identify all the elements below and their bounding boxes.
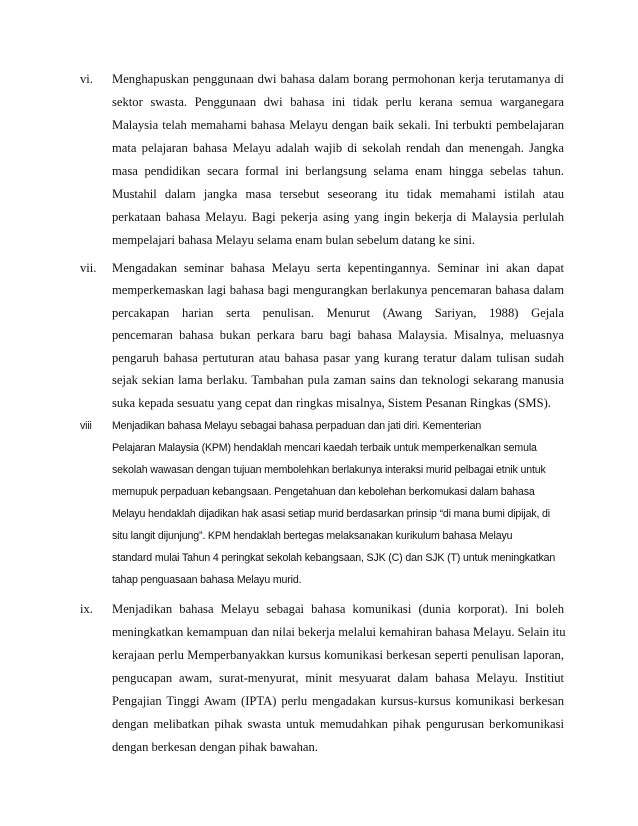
list-marker: viii (80, 420, 92, 432)
text-line: standard mulai Tahun 4 peringkat sekolah kebangsaan, SJK (C) dan SJK (T) untuk meningkatkan (112, 552, 556, 564)
text-line: kerajaan perlu Memperbanyakkan kursus komunikasi berkesan seperti penulisan laporan, (112, 648, 564, 662)
text-line: pengucapan awam, surat-menyurat, minit mesyuarat dalam bahasa Melayu. Institiut (112, 671, 564, 685)
text-line: sejak sekian lama berlaku. Tambahan pula zaman sains dan teknologi sekarang manusia (112, 373, 564, 387)
text-line: masa pendidikan secara formal ini berlangsung selama enam hingga sebelas tahun. (112, 164, 564, 178)
text-line: pencemaran bahasa bukan perkara baru bagi bahasa Malaysia. Misalnya, meluasnya (112, 328, 564, 342)
text-line: Mengadakan seminar bahasa Melayu serta kepentingannya. Seminar ini akan dapat (112, 261, 564, 275)
text-line: meningkatkan kemampuan dan nilai bekerja melalui kemahiran bahasa Melayu. Selain itu (112, 625, 566, 639)
list-marker: ix. (80, 602, 93, 616)
text-line: memupuk perpaduan kebangsaan. Pengetahuan dan kebolehan berkomukasi dalam bahasa (112, 486, 535, 498)
text-line: memperkemaskan lagi bahasa bagi mengurangkan berlakunya pencemaran bahasa dalam (112, 283, 564, 297)
text-line: mata pelajaran bahasa Melayu adalah wajib di sekolah rendah dan menengah. Jangka (112, 141, 564, 155)
text-line: suka kepada sesuatu yang cepat dan ringkas misalnya, Sistem Pesanan Ringkas (SMS). (112, 396, 551, 410)
text-line: mempelajari bahasa Melayu selama enam bulan sebelum datang ke sini. (112, 233, 475, 247)
text-line: sekolah wawasan dengan tujuan membolehkan berlakunya interaksi murid pelbagai etnik untuk (112, 464, 546, 476)
text-line: Menjadikan bahasa Melayu sebagai bahasa komunikasi (dunia korporat). Ini boleh (112, 602, 564, 616)
text-line: tahap penguasaan bahasa Melayu murid. (112, 574, 302, 586)
text-line: Menghapuskan penggunaan dwi bahasa dalam borang permohonan kerja terutamanya di (112, 72, 564, 86)
text-line: dengan berkesan dengan pihak bawahan. (112, 740, 318, 754)
text-line: Menjadikan bahasa Melayu sebagai bahasa perpaduan dan jati diri. Kementerian (112, 420, 482, 432)
text-line: perkataan bahasa Melayu. Bagi pekerja asing yang ingin bekerja di Malaysia perlulah (112, 210, 564, 224)
text-line: Pelajaran Malaysia (KPM) hendaklah mencari kaedah terbaik untuk memperkenalkan semula (112, 442, 537, 454)
text-line: Mustahil dalam jangka masa tersebut seseorang itu tidak memahami istilah atau (112, 187, 564, 201)
text-line: sektor swasta. Penggunaan dwi bahasa ini tidak perlu kerana semua warganegara (112, 95, 564, 109)
list-marker: vi. (80, 72, 93, 86)
text-line: pengaruh bahasa pertuturan atau bahasa pasar yang kurang teratur dalam tulisan sudah (112, 351, 564, 365)
list-marker: vii. (80, 261, 97, 275)
text-line: Malaysia telah memahami bahasa Melayu dengan baik sekali. Ini terbukti pembelajaran (112, 118, 564, 132)
text-line: percakapan harian serta penulisan. Menurut (Awang Sariyan, 1988) Gejala (112, 306, 564, 320)
text-line: dengan melibatkan pihak swasta untuk memudahkan pihak pengurusan berkomunikasi (112, 717, 564, 731)
text-line: Melayu hendaklah dijadikan hak asasi setiap murid berdasarkan prinsip “di mana bumi dipijak, di (112, 508, 550, 520)
text-line: Pengajian Tinggi Awam (IPTA) perlu mengadakan kursus-kursus komunikasi berkesan (112, 694, 564, 708)
text-line: situ langit dijunjung”. KPM hendaklah bertegas melaksanakan kurikulum bahasa Melayu (112, 530, 513, 542)
